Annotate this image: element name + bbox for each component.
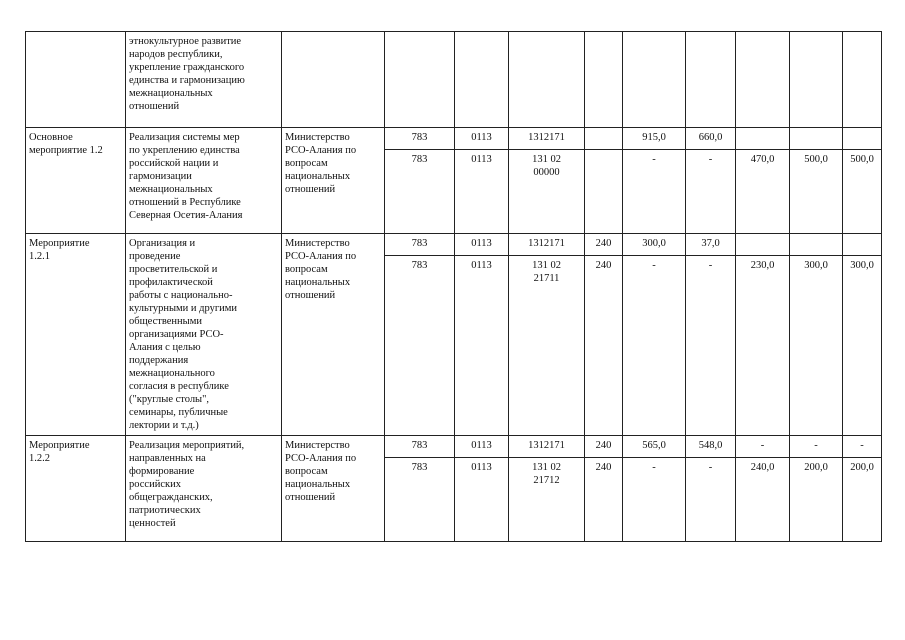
cell-rzpr: 0113 bbox=[455, 436, 509, 458]
cell-description: Реализация системы мер по укреплению единства российской нации и гармонизации межнациональных отношений в Республике Северная Осетия-Алания bbox=[126, 128, 282, 234]
cell-year-2 bbox=[686, 32, 736, 128]
cell-year-2: 548,0 bbox=[686, 436, 736, 458]
cell-name bbox=[26, 32, 126, 128]
cell-year-3 bbox=[736, 32, 790, 128]
cell-year-4: 500,0 bbox=[790, 150, 843, 234]
table-row bbox=[26, 436, 882, 458]
cell-year-3: 230,0 bbox=[736, 256, 790, 436]
cell-year-2: - bbox=[686, 458, 736, 542]
cell-year-5 bbox=[843, 32, 882, 128]
cell-grbs bbox=[385, 32, 455, 128]
cell-name: Основное мероприятие 1.2 bbox=[26, 128, 126, 234]
cell-vr: 240 bbox=[585, 256, 623, 436]
cell-year-4: - bbox=[790, 436, 843, 458]
budget-table bbox=[25, 31, 882, 542]
cell-rzpr: 0113 bbox=[455, 150, 509, 234]
cell-description: этнокультурное развитие народов республики, укрепление гражданского единства и гармонизацию межнациональных отношений bbox=[126, 32, 282, 128]
cell-grbs: 783 bbox=[385, 234, 455, 256]
cell-csr: 131 02 21712 bbox=[509, 458, 585, 542]
cell-name: Мероприятие 1.2.2 bbox=[26, 436, 126, 542]
cell-year-2: 660,0 bbox=[686, 128, 736, 150]
cell-vr: 240 bbox=[585, 458, 623, 542]
cell-vr bbox=[585, 32, 623, 128]
cell-year-1: 565,0 bbox=[623, 436, 686, 458]
cell-rzpr: 0113 bbox=[455, 128, 509, 150]
cell-year-3: - bbox=[736, 436, 790, 458]
cell-description: Организация и проведение просветительской и профилактической работы с национально- культурными и другими общественными организациями РСО- Алания с целью поддержания межнационального согласия в республике ("круглые столы", семинары, публичные лектории и т.д.) bbox=[126, 234, 282, 436]
cell-rzpr bbox=[455, 32, 509, 128]
cell-rzpr: 0113 bbox=[455, 234, 509, 256]
table-row bbox=[26, 234, 882, 256]
cell-grbs: 783 bbox=[385, 150, 455, 234]
table-row bbox=[26, 128, 882, 150]
cell-csr: 1312171 bbox=[509, 234, 585, 256]
cell-grbs: 783 bbox=[385, 458, 455, 542]
cell-year-4 bbox=[790, 128, 843, 150]
table-row-continued bbox=[26, 32, 882, 128]
cell-year-5 bbox=[843, 234, 882, 256]
cell-csr bbox=[509, 32, 585, 128]
cell-year-1: - bbox=[623, 256, 686, 436]
cell-description: Реализация мероприятий, направленных на формирование российских общегражданских, патриотических ценностей bbox=[126, 436, 282, 542]
cell-year-5 bbox=[843, 128, 882, 150]
cell-year-5: 200,0 bbox=[843, 458, 882, 542]
cell-csr: 131 02 00000 bbox=[509, 150, 585, 234]
cell-year-1: - bbox=[623, 458, 686, 542]
cell-vr bbox=[585, 128, 623, 150]
cell-year-4 bbox=[790, 32, 843, 128]
cell-year-2: - bbox=[686, 256, 736, 436]
cell-grbs: 783 bbox=[385, 436, 455, 458]
cell-year-1: - bbox=[623, 150, 686, 234]
cell-year-4: 200,0 bbox=[790, 458, 843, 542]
cell-csr: 131 02 21711 bbox=[509, 256, 585, 436]
cell-year-2: - bbox=[686, 150, 736, 234]
cell-grbs: 783 bbox=[385, 256, 455, 436]
cell-vr bbox=[585, 150, 623, 234]
cell-rzpr: 0113 bbox=[455, 256, 509, 436]
cell-executor: Министерство РСО-Алания по вопросам национальных отношений bbox=[282, 234, 385, 436]
cell-year-1 bbox=[623, 32, 686, 128]
cell-year-2: 37,0 bbox=[686, 234, 736, 256]
cell-executor bbox=[282, 32, 385, 128]
cell-year-5: 500,0 bbox=[843, 150, 882, 234]
cell-year-3 bbox=[736, 234, 790, 256]
cell-year-3: 470,0 bbox=[736, 150, 790, 234]
cell-year-4: 300,0 bbox=[790, 256, 843, 436]
cell-executor: Министерство РСО-Алания по вопросам национальных отношений bbox=[282, 128, 385, 234]
cell-grbs: 783 bbox=[385, 128, 455, 150]
cell-rzpr: 0113 bbox=[455, 458, 509, 542]
cell-year-1: 300,0 bbox=[623, 234, 686, 256]
cell-vr: 240 bbox=[585, 436, 623, 458]
cell-vr: 240 bbox=[585, 234, 623, 256]
cell-year-5: - bbox=[843, 436, 882, 458]
cell-name: Мероприятие 1.2.1 bbox=[26, 234, 126, 436]
cell-year-3: 240,0 bbox=[736, 458, 790, 542]
cell-executor: Министерство РСО-Алания по вопросам национальных отношений bbox=[282, 436, 385, 542]
cell-csr: 1312171 bbox=[509, 436, 585, 458]
cell-year-1: 915,0 bbox=[623, 128, 686, 150]
cell-year-5: 300,0 bbox=[843, 256, 882, 436]
cell-csr: 1312171 bbox=[509, 128, 585, 150]
cell-year-4 bbox=[790, 234, 843, 256]
cell-year-3 bbox=[736, 128, 790, 150]
